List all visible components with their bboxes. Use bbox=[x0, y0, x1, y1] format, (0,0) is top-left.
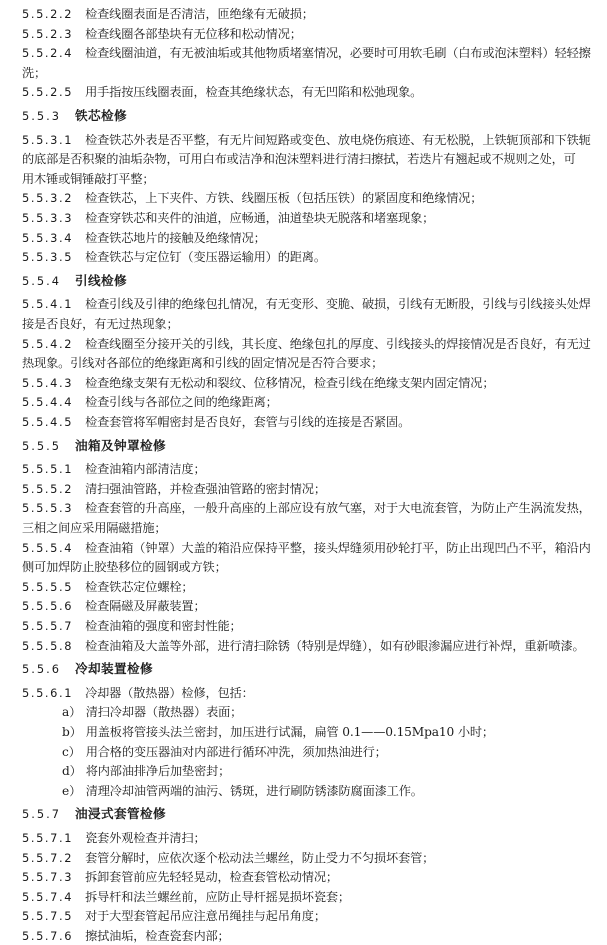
clause-text: 对于大型套管起吊应注意吊绳挂与起吊角度； bbox=[85, 909, 326, 924]
clause-line bbox=[22, 617, 593, 635]
clause-text: 检查套管将军帽密封是否良好，套管与引线的连接是否紧固。 bbox=[85, 415, 411, 429]
clause-continuation bbox=[22, 519, 593, 537]
clause-line bbox=[22, 539, 593, 557]
clause-number: 5.5.4.1 bbox=[22, 297, 74, 312]
clause-line bbox=[22, 374, 593, 392]
section-heading bbox=[22, 437, 593, 455]
clause-number: 5.5.5.8 bbox=[22, 638, 74, 653]
clause-number: 5.5.3.5 bbox=[22, 250, 74, 265]
clause-text: 检查隔磁及屏蔽装置； bbox=[85, 599, 206, 614]
clause-line bbox=[22, 5, 593, 23]
sub-item-marker: b） bbox=[62, 725, 82, 739]
section-title: 冷却装置检修 bbox=[74, 661, 153, 677]
clause-continuation-text: 洗； bbox=[22, 65, 47, 80]
clause-line bbox=[22, 637, 593, 655]
clause-line bbox=[22, 597, 593, 615]
clause-line bbox=[22, 829, 593, 847]
clause-continuation-text: 接是否良好，有无过热现象； bbox=[22, 317, 179, 331]
clause-number: 5.5.3.4 bbox=[22, 230, 74, 245]
sub-item bbox=[62, 703, 593, 721]
sub-item-marker: c） bbox=[62, 744, 81, 759]
clause-number: 5.5.7.2 bbox=[22, 850, 74, 865]
clause-line bbox=[22, 131, 593, 149]
clause-continuation bbox=[22, 150, 593, 168]
clause-line bbox=[22, 849, 593, 867]
clause-number: 5.5.5.7 bbox=[22, 619, 74, 633]
clause-number: 5.5.5.6 bbox=[22, 599, 74, 614]
sub-item-text: 清扫冷却器（散热器）表面； bbox=[85, 705, 243, 720]
clause-text: 冷却器（散热器）检修，包括： bbox=[85, 685, 254, 700]
clause-number: 5.5.2.2 bbox=[22, 7, 74, 21]
clause-number: 5.5.5.1 bbox=[22, 462, 74, 477]
clause-line bbox=[22, 907, 593, 925]
section-number: 5.5.4 bbox=[22, 273, 61, 288]
clause-number: 5.5.5.2 bbox=[22, 481, 74, 496]
sub-item-marker: d） bbox=[62, 764, 82, 779]
clause-continuation-text: 侧可加焊防止胶垫移位的圆钢或方铁； bbox=[22, 560, 227, 575]
clause-number: 5.5.5.5 bbox=[22, 579, 74, 594]
clause-text: 检查线圈表面是否清洁，匝绝缘有无破损； bbox=[85, 7, 314, 21]
clause-text: 清扫强油管路，并检查强油管路的密封情况； bbox=[85, 481, 326, 496]
clause-text: 检查铁芯与定位钉（变压器运输用）的距离。 bbox=[85, 250, 326, 265]
clause-text: 检查绝缘支架有无松动和裂纹、位移情况，检查引线在绝缘支架内固定情况； bbox=[85, 375, 495, 390]
sub-item-text: 用盖板将管接头法兰密封，加压进行试漏，扁管 0.1——0.15Mpa10 小时； bbox=[85, 725, 494, 739]
clause-line bbox=[22, 499, 593, 517]
clause-line bbox=[22, 248, 593, 266]
clause-line bbox=[22, 25, 593, 43]
clause-text: 拆卸套管前应先轻轻晃动，检查套管松动情况； bbox=[85, 870, 338, 885]
sub-item bbox=[62, 762, 593, 780]
clause-text: 检查穿铁芯和夹件的油道，应畅通，油道垫块无脱落和堵塞现象； bbox=[85, 211, 435, 225]
section-number: 5.5.6 bbox=[22, 662, 61, 677]
clause-text: 检查套管的升高座，一般升高座的上部应设有放气塞，对于大电流套管，为防止产生涡流发热， bbox=[85, 501, 591, 516]
clause-text: 检查线圈至分接开关的引线，其长度、绝缘包扎的厚度、引线接头的焊接情况是否良好，有无过 bbox=[85, 336, 591, 351]
clause-text: 检查铁芯外表是否平整，有无片间短路或变色、放电烧伤痕迹、有无松脱，上铁轭顶部和下铁轭 bbox=[85, 132, 591, 147]
section-heading bbox=[22, 805, 593, 823]
section-number: 5.5.5 bbox=[22, 438, 61, 453]
section-number: 5.5.3 bbox=[22, 109, 61, 123]
clause-text: 拆导杆和法兰螺丝前，应防止导杆摇晃损坏瓷套； bbox=[85, 889, 350, 904]
clause-number: 5.5.4.2 bbox=[22, 336, 74, 351]
section-number: 5.5.7 bbox=[22, 807, 61, 822]
clause-line bbox=[22, 480, 593, 498]
clause-continuation-text: 的底部是否积聚的油垢杂物，可用白布或洁净和泡沫塑料进行清扫擦拭，若迭片有翘起或不规则之处，可 bbox=[22, 152, 576, 167]
clause-line bbox=[22, 295, 593, 313]
clause-number: 5.5.7.1 bbox=[22, 831, 74, 845]
clause-continuation bbox=[22, 315, 593, 333]
clause-text: 检查油箱（钟罩）大盖的箱沿应保持平整，接头焊缝须用砂轮打平，防止出现凹凸不平，箱沿内 bbox=[85, 540, 591, 555]
clause-continuation-text: 热现象。引线对各部位的绝缘距离和引线的固定情况是否符合要求； bbox=[22, 356, 384, 371]
clause-continuation bbox=[22, 170, 593, 188]
clause-number: 5.5.7.6 bbox=[22, 929, 74, 943]
clause-line bbox=[22, 684, 593, 702]
sub-item-text: 用合格的变压器油对内部进行循环冲洗，须加热油进行； bbox=[85, 744, 387, 759]
clause-text: 检查油箱内部清洁度； bbox=[85, 462, 206, 477]
section-title: 油箱及钟罩检修 bbox=[74, 437, 166, 453]
sub-item bbox=[62, 782, 593, 800]
clause-number: 5.5.2.3 bbox=[22, 26, 74, 41]
clause-number: 5.5.4.5 bbox=[22, 415, 74, 429]
clause-text: 检查引线与各部位之间的绝缘距离； bbox=[85, 395, 278, 410]
section-title: 铁芯检修 bbox=[74, 108, 127, 123]
clause-number: 5.5.7.5 bbox=[22, 909, 74, 924]
clause-text: 瓷套外观检查并清扫； bbox=[85, 831, 206, 845]
sub-item-text: 清理冷却油管两端的油污、锈斑，进行刷防锈漆防腐面漆工作。 bbox=[85, 783, 423, 798]
clause-line bbox=[22, 229, 593, 247]
clause-line bbox=[22, 83, 593, 101]
clause-line bbox=[22, 578, 593, 596]
sub-item-marker: a） bbox=[62, 705, 82, 720]
clause-text: 检查铁芯，上下夹件、方铁、线圈压板（包括压铁）的紧固度和绝缘情况； bbox=[85, 191, 483, 206]
clause-number: 5.5.3.1 bbox=[22, 132, 74, 147]
clause-line bbox=[22, 460, 593, 478]
clause-number: 5.5.5.4 bbox=[22, 540, 74, 555]
clause-number: 5.5.2.5 bbox=[22, 85, 74, 100]
clause-line bbox=[22, 927, 593, 945]
clause-text: 擦拭油垢，检查瓷套内部； bbox=[85, 929, 230, 943]
clause-line bbox=[22, 413, 593, 431]
section-title: 引线检修 bbox=[74, 272, 127, 288]
clause-text: 检查油箱的强度和密封性能； bbox=[85, 619, 242, 633]
clause-number: 5.5.4.3 bbox=[22, 375, 74, 390]
clause-continuation-text: 用木锤或铜锤敲打平整； bbox=[22, 171, 155, 186]
clause-number: 5.5.7.3 bbox=[22, 870, 74, 885]
clause-text: 检查线圈各部垫块有无位移和松动情况； bbox=[85, 26, 302, 41]
sub-item-text: 将内部油排净后加垫密封； bbox=[85, 764, 231, 779]
clause-number: 5.5.4.4 bbox=[22, 395, 74, 410]
section-title: 油浸式套管检修 bbox=[74, 806, 166, 822]
clause-text: 检查线圈油道，有无被油垢或其他物质堵塞情况，必要时可用软毛刷（白布或泡沫塑料）轻轻擦 bbox=[85, 46, 591, 61]
clause-number: 5.5.5.3 bbox=[22, 501, 74, 516]
clause-line bbox=[22, 189, 593, 207]
clause-number: 5.5.3.3 bbox=[22, 211, 74, 225]
section-heading bbox=[22, 660, 593, 678]
clause-text: 检查引线及引律的绝缘包扎情况，有无变形、变脆、破损，引线有无断股，引线与引线接头处焊 bbox=[85, 297, 591, 312]
clause-text: 用手指按压线圈表面，检查其绝缘状态，有无凹陷和松弛现象。 bbox=[85, 85, 423, 100]
clause-line bbox=[22, 393, 593, 411]
clause-line bbox=[22, 44, 593, 62]
clause-text: 检查油箱及大盖等外部，进行清扫除锈（特别是焊缝），如有砂眼渗漏应进行补焊，重新喷漆。 bbox=[85, 638, 585, 653]
clause-continuation bbox=[22, 64, 593, 82]
clause-continuation bbox=[22, 354, 593, 372]
clause-line bbox=[22, 868, 593, 886]
section-heading bbox=[22, 107, 593, 125]
clause-continuation bbox=[22, 558, 593, 576]
sub-item bbox=[62, 723, 593, 741]
sub-item-marker: e） bbox=[62, 783, 82, 798]
clause-line bbox=[22, 335, 593, 353]
clause-number: 5.5.3.2 bbox=[22, 191, 74, 206]
clause-continuation-text: 三相之间应采用隔磁措施； bbox=[22, 521, 167, 535]
clause-number: 5.5.6.1 bbox=[22, 685, 74, 700]
section-heading bbox=[22, 272, 593, 290]
clause-number: 5.5.7.4 bbox=[22, 889, 74, 904]
clause-text: 检查铁芯地片的接触及绝缘情况； bbox=[85, 230, 266, 245]
clause-line bbox=[22, 209, 593, 227]
clause-line bbox=[22, 888, 593, 906]
clause-text: 检查铁芯定位螺栓； bbox=[85, 579, 194, 594]
clause-number: 5.5.2.4 bbox=[22, 46, 74, 61]
sub-item bbox=[62, 743, 593, 761]
clause-text: 套管分解时，应依次逐个松动法兰螺丝，防止受力不匀损坏套管； bbox=[85, 850, 435, 865]
